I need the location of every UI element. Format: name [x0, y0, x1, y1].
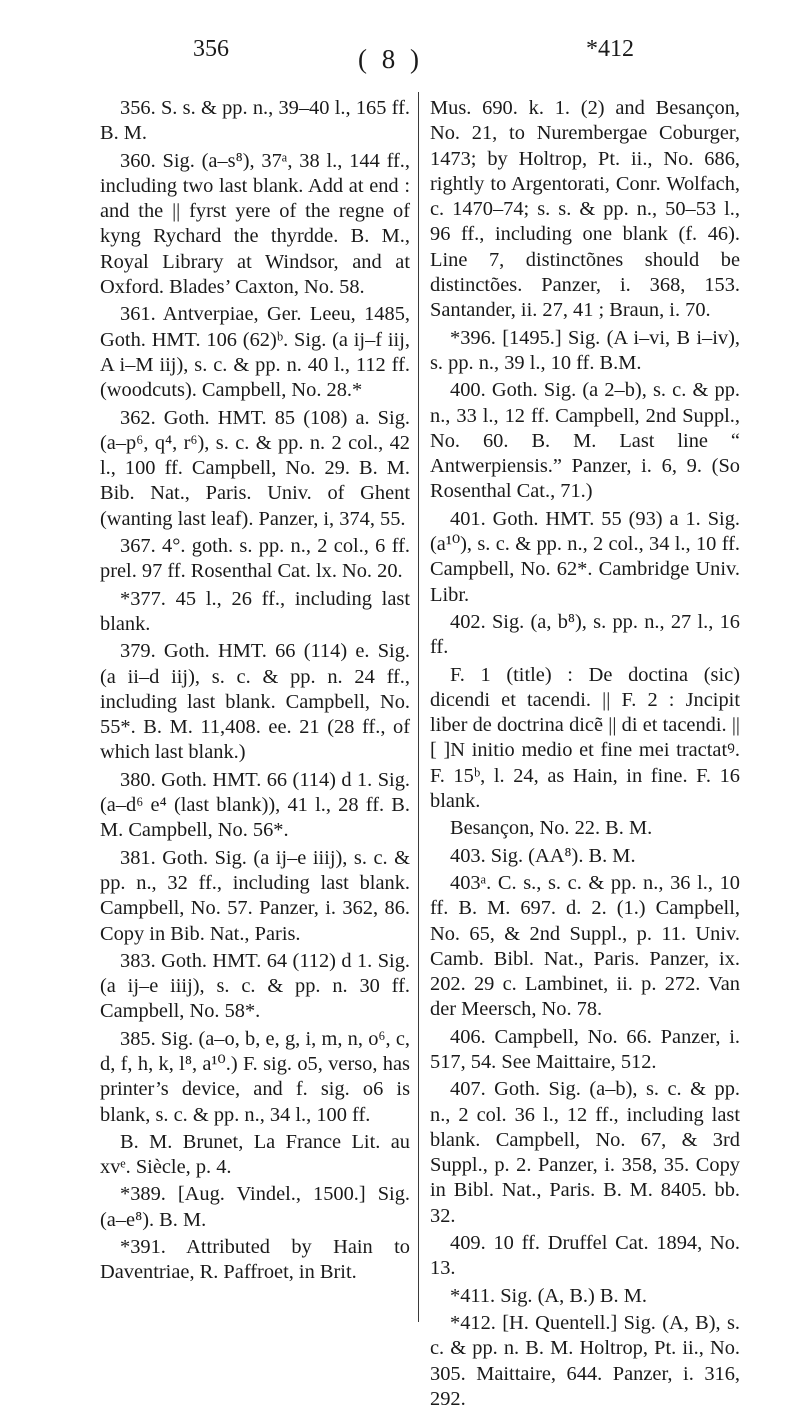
entry-385-continued: B. M. Brunet, La France Lit. au xvᵉ. Siècle, p. 4.: [100, 1130, 410, 1179]
entry-361: 361. Antverpiae, Ger. Leeu, 1485, Goth. HMT. 106 (62)ᵇ. Sig. (a ij–f iij, A i–M iij), s. c. & pp. n. 40 l., 112 ff. (woodcuts). Campbell, No. 28.*: [100, 303, 410, 402]
entry-381: 381. Goth. Sig. (a ij–e iiij), s. c. & pp. n., 32 ff., including last blank. Campbell, No. 57. Panzer, i. 362, 86. Copy in Bib. Nat., Paris.: [100, 846, 410, 945]
page-header: [0, 44, 800, 80]
entry-391: *391. Attributed by Hain to Daventriae, R. Paffroet, in Brit.: [100, 1236, 410, 1284]
entry-380: 380. Goth. HMT. 66 (114) d 1. Sig. (a–d⁶ e⁴ (last blank)), 41 l., 28 ff. B. M. Campbell, No. 56*.: [100, 768, 410, 842]
entry-402-location: Besançon, No. 22. B. M.: [450, 817, 653, 840]
entry-403: 403. Sig. (AA⁸). B. M.: [450, 844, 636, 867]
entry-377: *377. 45 l., 26 ff., including last blank.: [100, 587, 410, 635]
entry-411: *411. Sig. (A, B.) B. M.: [450, 1284, 647, 1307]
entry-360: 360. Sig. (a–s⁸), 37ᵃ, 38 l., 144 ff., including two last blank. Add at end : and the || fyrst yere of the regne of kyng Rychard the thyrdde. B. M., Royal Library at Windsor, and at Oxford. Blades’ Caxton, No. 58.: [100, 149, 410, 299]
left-column: [100, 96, 410, 1288]
entry-367: 367. 4°. goth. s. pp. n., 2 col., 6 ff. prel. 97 ff. Rosenthal Cat. lx. No. 20.: [100, 535, 410, 583]
entry-389: *389. [Aug. Vindel., 1500.] Sig. (a–e⁸). B. M.: [100, 1183, 410, 1231]
entry-383: 383. Goth. HMT. 64 (112) d 1. Sig. (a ij–e iiij), s. c. & pp. n. 30 ff. Campbell, No. 58*.: [100, 949, 410, 1023]
left-folio-number: 356: [193, 36, 229, 62]
entry-356: 356. S. s. & pp. n., 39–40 l., 165 ff. B. M.: [100, 97, 410, 145]
entry-401: 401. Goth. HMT. 55 (93) a 1. Sig. (a¹⁰), s. c. & pp. n., 2 col., 34 l., 10 ff. Campbell, No. 62*. Cambridge Univ. Libr.: [430, 507, 740, 606]
entry-402: 402. Sig. (a, b⁸), s. pp. n., 27 l., 16 ff.: [430, 610, 740, 659]
entry-396: *396. [1495.] Sig. (A i–vi, B i–iv), s. pp. n., 39 l., 10 ff. B.M.: [430, 326, 740, 374]
entry-403a: 403ᵃ. C. s., s. c. & pp. n., 36 l., 10 ff. B. M. 697. d. 2. (1.) Campbell, No. 65, & 2nd Suppl., p. 11. Univ. Camb. Bibl. Nat., Paris. Panzer, ix. 202. 29 c. Lambinet, ii. p. 272. Van der Meersch, No. 78.: [430, 871, 740, 1021]
entry-362: 362. Goth. HMT. 85 (108) a. Sig. (a–p⁶, q⁴, r⁶), s. c. & pp. n. 2 col., 42 l., 100 ff. Campbell, No. 29. B. M. Bib. Nat., Paris. Univ. of Ghent (wanting last leaf). Panzer, i, 374, 55.: [100, 406, 410, 530]
entry-412: *412. [H. Quentell.] Sig. (A, B), s. c. & pp. n. B. M. Holtrop, Pt. ii., No. 305. Maittaire, 644. Panzer, i. 316, 292.: [430, 1311, 740, 1410]
entry-407: 407. Goth. Sig. (a–b), s. c. & pp. n., 2 col. 36 l., 12 ff., including last blank. Campbell, No. 67, & 3rd Suppl., p. 2. Panzer, i. 358, 35. Copy in Bibl. Nat., Paris. B. M. 8405. bb. 32.: [430, 1078, 740, 1227]
right-folio-number: *412: [586, 36, 634, 62]
entry-385: 385. Sig. (a–o, b, e, g, i, m, n, o⁶, c, d, f, h, k, l⁸, a¹⁰.) F. sig. o5, verso, has printer’s device, and f. sig. o6 is blank, s. c. & pp. n., 34 l., 100 ff.: [100, 1027, 410, 1126]
entry-402-description: F. 1 (title) : De doctina (sic) dicendi et tacendi. || F. 2 : Jncipit liber de doctrina dicẽ || di et tacendi. || [ ]N initio medio et fine mei tractatꝰ. F. 15ᵇ, l. 24, as Hain, in fine. F. 16 blank.: [430, 663, 740, 813]
page-number-header: ( 8 ): [358, 44, 423, 74]
entry-400: 400. Goth. Sig. (a 2–b), s. c. & pp. n., 33 l., 12 ff. Campbell, 2nd Suppl., No. 60. B. M. Last line “ Antwerpiensis.” Panzer, i. 6, 9. (So Rosenthal Cat., 71.): [430, 379, 740, 503]
entry-406: 406. Campbell, No. 66. Panzer, i. 517, 54. See Maittaire, 512.: [430, 1025, 740, 1073]
column-divider: [418, 92, 419, 1322]
entry-379: 379. Goth. HMT. 66 (114) e. Sig. (a ii–d iij), s. c. & pp. n. 24 ff., including last blank. Campbell, No. 55*. B. M. 11,408. ee. 21 (28 ff., of which last blank.): [100, 640, 410, 764]
entry-391-continued: Mus. 690. k. 1. (2) and Besançon, No. 21, to Nurembergae Coburger, 1473; by Holtrop, Pt. ii., No. 686, rightly to Argentorati, Conr. Wolfach, c. 1470–74; s. s. & pp. n., 50–53 l., 96 ff., including one blank (f. 46). Line 7, distinctõnes should be distinctões. Panzer, i. 368, 153. Santander, ii. 27, 41 ; Braun, i. 70.: [430, 97, 740, 322]
entry-409: 409. 10 ff. Druffel Cat. 1894, No. 13.: [430, 1232, 740, 1280]
right-column: [430, 96, 740, 1414]
